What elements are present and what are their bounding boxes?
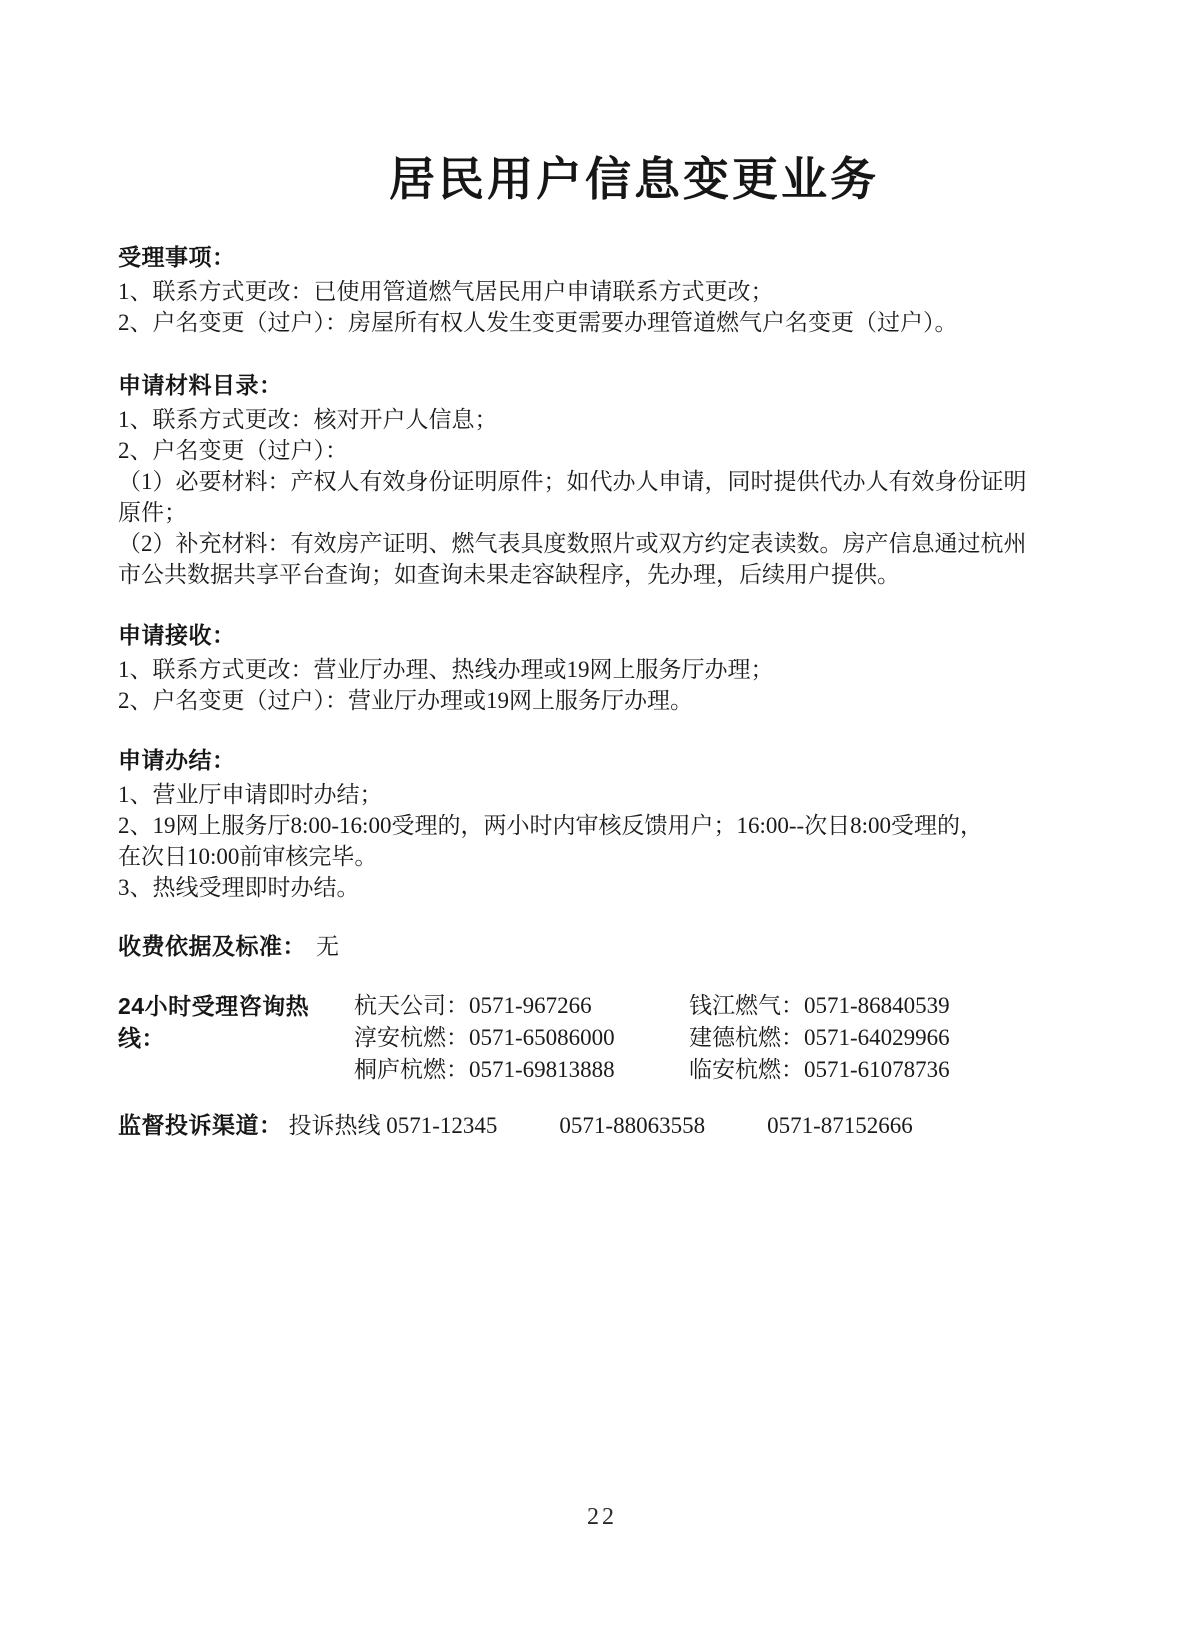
- text-line: 市公共数据共享平台查询；如查询未果走容缺程序，先办理，后续用户提供。: [118, 562, 900, 587]
- section-acceptance-items: [118, 242, 1104, 338]
- hotline-entry: [689, 1054, 950, 1086]
- complaint-channel-line: [118, 1110, 1104, 1141]
- text-line: 1、联系方式更改：营业厅办理、热线办理或19网上服务厅办理；: [118, 657, 774, 682]
- hotline-company: 桐庐杭燃：: [354, 1057, 469, 1082]
- hotline-entry: [689, 990, 950, 1022]
- text-line: 2、户名变更（过户）：房屋所有权人发生变更需要办理管道燃气户名变更（过户）。: [118, 310, 958, 335]
- complaint-number: 0571-88063558: [559, 1113, 706, 1138]
- section-application-materials: [118, 370, 1104, 590]
- complaint-label: 监督投诉渠道：: [118, 1112, 283, 1138]
- text-line: （2）补充材料：有效房产证明、燃气表具度数照片或双方约定表读数。房产信息通过杭州: [118, 531, 1027, 556]
- hotline-company: 临安杭燃：: [689, 1057, 804, 1082]
- page-title: 居民用户信息变更业务: [389, 152, 879, 205]
- text-line: （1）必要材料：产权人有效身份证明原件；如代办人申请，同时提供代办人有效身份证明: [118, 469, 1027, 494]
- hotline-grid: [354, 990, 950, 1086]
- hotline-entry: [354, 990, 689, 1022]
- text-line: 3、热线受理即时办结。: [118, 875, 360, 900]
- text-line: 2、19网上服务厅8:00-16:00受理的，两小时内审核反馈用户；16:00--次日8:00受理的，: [118, 813, 984, 838]
- hotline-number: 0571-86840539: [804, 993, 950, 1018]
- text-line: 1、联系方式更改：核对开户人信息；: [118, 407, 498, 432]
- fee-basis-value: 无: [316, 934, 339, 959]
- hotline-company: 杭天公司：: [354, 993, 469, 1018]
- text-line: 原件；: [118, 500, 187, 525]
- hotline-number: 0571-69813888: [469, 1057, 615, 1082]
- hotline-block: [118, 990, 1104, 1086]
- text-line: 2、户名变更（过户）：: [118, 438, 348, 463]
- section-heading: 受理事项：: [118, 244, 236, 270]
- text-line: 2、户名变更（过户）：营业厅办理或19网上服务厅办理。: [118, 688, 693, 713]
- hotline-company: 建德杭燃：: [689, 1025, 804, 1050]
- hotline-number: 0571-64029966: [804, 1025, 950, 1050]
- section-application-receiving: [118, 620, 1104, 716]
- hotline-entry: [689, 1022, 950, 1054]
- hotline-label: 24小时受理咨询热线：: [118, 993, 310, 1051]
- page-number: 22: [587, 1504, 617, 1530]
- section-heading: 申请材料目录：: [118, 372, 283, 398]
- hotline-number: 0571-967266: [469, 993, 592, 1018]
- complaint-hotline-text: 投诉热线 0571-12345: [288, 1113, 498, 1138]
- text-line: 在次日10:00前审核完毕。: [118, 844, 378, 869]
- hotline-number: 0571-65086000: [469, 1025, 615, 1050]
- complaint-number: 0571-87152666: [767, 1113, 913, 1138]
- section-heading: 申请接收：: [118, 622, 236, 648]
- text-line: 1、营业厅申请即时办结；: [118, 782, 383, 807]
- section-heading: 申请办结：: [118, 747, 236, 773]
- hotline-number: 0571-61078736: [804, 1057, 950, 1082]
- fee-basis-label: 收费依据及标准：: [118, 933, 306, 959]
- text-line: 1、联系方式更改：已使用管道燃气居民用户申请联系方式更改；: [118, 279, 774, 304]
- section-application-completion: [118, 745, 1104, 903]
- hotline-company: 钱江燃气：: [689, 993, 804, 1018]
- hotline-company: 淳安杭燃：: [354, 1025, 469, 1050]
- hotline-entry: [354, 1054, 689, 1086]
- fee-basis-line: [118, 931, 1104, 962]
- hotline-entry: [354, 1022, 689, 1054]
